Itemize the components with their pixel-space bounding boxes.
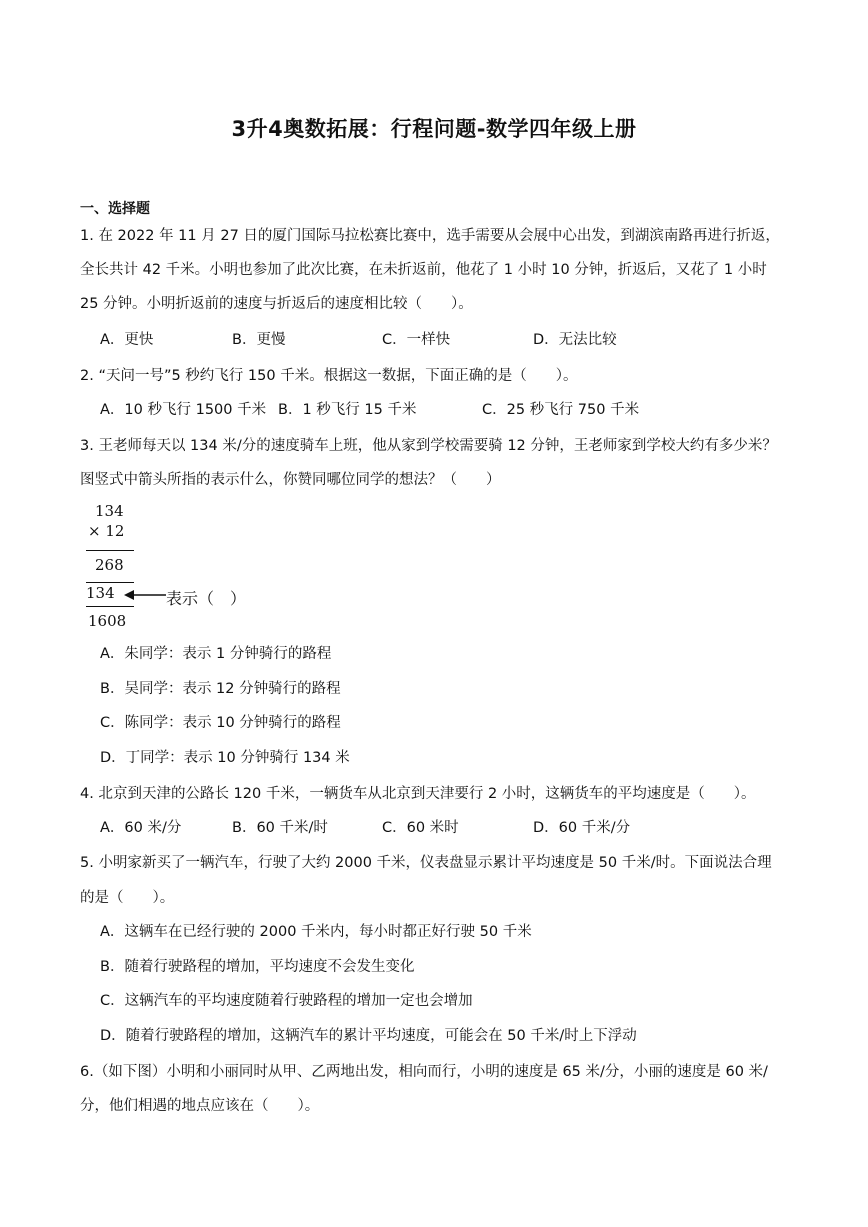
q5-line-1: 5. 小明家新买了一辆汽车，行驶了大约 2000 千米，仪表盘显示累计平均速度是 50 千米/时。下面说法合理 [80, 855, 772, 871]
calc-rule-2 [86, 582, 134, 583]
q1-option-a[interactable]: A．更快 [100, 332, 154, 348]
q1-option-b[interactable]: B．更慢 [232, 332, 286, 348]
q3-option-a[interactable]: A．朱同学：表示 1 分钟骑行的路程 [100, 646, 332, 662]
q5-line-2: 的是（ ）。 [80, 890, 175, 906]
q4-option-d[interactable]: D．60 千米/分 [533, 820, 631, 836]
q6-line-2: 分，他们相遇的地点应该在（ ）。 [80, 1098, 320, 1114]
vertical-multiplication [80, 500, 280, 635]
q4-option-b[interactable]: B．60 千米/时 [232, 820, 328, 836]
q5-option-c[interactable]: C．这辆汽车的平均速度随着行驶路程的增加一定也会增加 [100, 993, 473, 1009]
q5-option-d[interactable]: D．随着行驶路程的增加，这辆汽车的累计平均速度，可能会在 50 千米/时上下浮动 [100, 1028, 637, 1044]
multiplier: × 12 [88, 522, 125, 540]
q4-option-c[interactable]: C．60 米时 [382, 820, 459, 836]
q2-option-c[interactable]: C．25 秒飞行 750 千米 [482, 402, 640, 418]
q1-option-d[interactable]: D．无法比较 [533, 332, 617, 348]
q1-line-2: 全长共计 42 千米。小明也参加了此次比赛，在未折返前，他花了 1 小时 10 分钟，折返后，又花了 1 小时 [80, 262, 767, 278]
q5-option-a[interactable]: A．这辆车在已经行驶的 2000 千米内，每小时都正好行驶 50 千米 [100, 924, 532, 940]
calc-rule-1 [86, 550, 134, 551]
q3-option-d[interactable]: D．丁同学：表示 10 分钟骑行 134 米 [100, 750, 350, 766]
q2-option-b[interactable]: B．1 秒飞行 15 千米 [278, 402, 417, 418]
partial-product-2: 134 [86, 584, 115, 602]
q3-line-2: 图竖式中箭头所指的表示什么，你赞同哪位同学的想法？（ ） [80, 472, 501, 488]
q3-option-c[interactable]: C．陈同学：表示 10 分钟骑行的路程 [100, 715, 341, 731]
q3-option-b[interactable]: B．吴同学：表示 12 分钟骑行的路程 [100, 681, 341, 697]
q1-line-3: 25 分钟。小明折返前的速度与折返后的速度相比较（ ）。 [80, 296, 473, 312]
q3-line-1: 3. 王老师每天以 134 米/分的速度骑车上班，他从家到学校需要骑 12 分钟，王老师家到学校大约有多少米？ [80, 438, 777, 454]
partial-product-1: 268 [95, 556, 124, 574]
q1-line-1: 1. 在 2022 年 11 月 27 日的厦门国际马拉松赛比赛中，选手需要从会展中心出发，到湖滨南路再进行折返， [80, 228, 780, 244]
section-heading: 一、选择题 [80, 201, 150, 217]
arrow-annotation: 表示（ ） [166, 589, 247, 608]
q2-line-1: 2. “天问一号”5 秒约飞行 150 千米。根据这一数据，下面正确的是（ ）。 [80, 368, 578, 384]
q6-line-1: 6.（如下图）小明和小丽同时从甲、乙两地出发，相向而行，小明的速度是 65 米/分，小丽的速度是 60 米/ [80, 1064, 768, 1080]
multiplicand: 134 [95, 502, 124, 520]
q2-option-a[interactable]: A．10 秒飞行 1500 千米 [100, 402, 267, 418]
q4-option-a[interactable]: A．60 米/分 [100, 820, 182, 836]
calc-rule-3 [86, 606, 134, 607]
arrow-left-icon [124, 589, 166, 601]
product-result: 1608 [88, 612, 127, 630]
q5-option-b[interactable]: B．随着行驶路程的增加，平均速度不会发生变化 [100, 959, 415, 975]
page-title: 3升4奥数拓展：行程问题-数学四年级上册 [231, 117, 637, 141]
q1-option-c[interactable]: C．一样快 [382, 332, 451, 348]
q4-line-1: 4. 北京到天津的公路长 120 千米，一辆货车从北京到天津要行 2 小时，这辆货车的平均速度是（ ）。 [80, 786, 756, 802]
